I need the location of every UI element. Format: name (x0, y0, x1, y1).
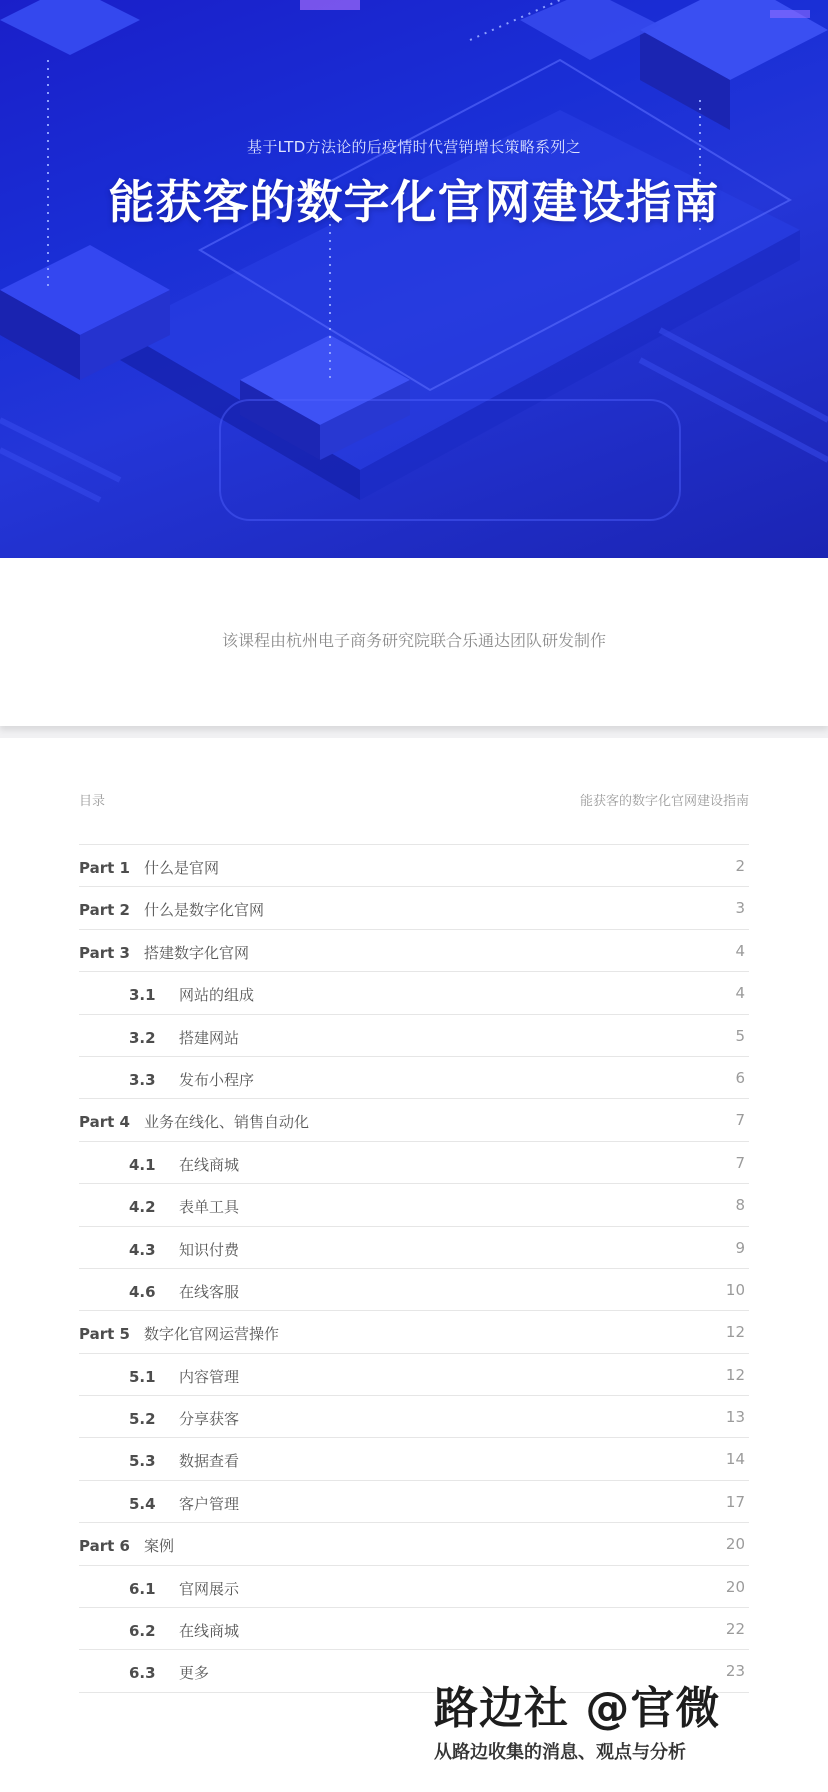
toc-entry-number: 4.2 (129, 1198, 156, 1217)
toc-entry-page: 9 (735, 1238, 745, 1257)
toc-entry-page: 17 (725, 1492, 745, 1511)
toc-entry-number: 5.1 (129, 1367, 156, 1386)
toc-entry-label (79, 899, 264, 920)
toc-entry-page: 13 (725, 1408, 745, 1427)
toc-entry-page: 6 (735, 1068, 745, 1087)
isometric-tech-illustration (0, 0, 828, 558)
toc-entry-label (79, 1535, 174, 1556)
toc-entry-number: 3.1 (129, 986, 156, 1005)
toc-entry-page: 20 (725, 1535, 745, 1554)
toc-section-row[interactable] (79, 1396, 749, 1438)
hero-subtitle: 基于LTD方法论的后疫情时代营销增长策略系列之 (247, 138, 581, 156)
toc-doc-title: 能获客的数字化官网建设指南 (579, 794, 749, 809)
toc-part-row[interactable] (79, 1523, 749, 1565)
toc-header (79, 790, 749, 810)
toc-entry-number: 4.1 (129, 1155, 156, 1174)
toc-entry-title: 案例 (143, 1537, 174, 1556)
toc-entry-title: 数据查看 (179, 1452, 240, 1471)
toc-entry-title: 在线商城 (179, 1155, 240, 1174)
intro-card (0, 558, 828, 726)
toc-entry-label (79, 857, 219, 878)
toc-entry-title: 发布小程序 (179, 1070, 255, 1089)
toc-entry-number: 4.3 (129, 1240, 156, 1259)
toc-section-row[interactable] (79, 1608, 749, 1650)
toc-entry-number: Part 3 (79, 943, 130, 962)
toc-section-row[interactable] (79, 1566, 749, 1608)
toc-section-row[interactable] (79, 972, 749, 1014)
toc-entry-number: 6.2 (129, 1622, 156, 1641)
toc-entry-page: 5 (735, 1026, 745, 1045)
toc-entry-page: 23 (725, 1662, 745, 1681)
toc-section-row[interactable] (79, 1481, 749, 1523)
watermark-sub: 从路边收集的消息、观点与分析 (434, 1742, 686, 1763)
toc-part-row[interactable] (79, 845, 749, 887)
toc-entry-number: Part 1 (79, 859, 130, 877)
toc-entry-title: 官网展示 (179, 1579, 240, 1598)
toc-section-row[interactable] (79, 1015, 749, 1057)
toc-entry-label (79, 1111, 309, 1132)
toc-entry-number: Part 4 (79, 1113, 130, 1132)
toc-entry-number: 6.3 (129, 1664, 156, 1683)
toc-entry-number: 3.2 (129, 1028, 156, 1047)
toc-entry-number: 3.3 (129, 1070, 156, 1089)
toc-entry-number: 5.3 (129, 1452, 156, 1471)
toc-entry-label (129, 1281, 239, 1302)
toc-entry-title: 数字化官网运营操作 (143, 1325, 279, 1344)
toc-entry-page: 7 (735, 1111, 745, 1130)
toc-entry-title: 在线客服 (179, 1282, 240, 1301)
toc-entry-title: 在线商城 (179, 1622, 240, 1641)
toc-entry-title: 网站的组成 (179, 986, 255, 1005)
toc-entry-label (129, 1408, 239, 1429)
toc-list (79, 844, 749, 1693)
watermark-main: 路边社 @官微 (434, 1683, 721, 1734)
toc-entry-label (129, 1154, 239, 1175)
toc-entry-label (79, 1323, 279, 1344)
toc-part-row[interactable] (79, 1311, 749, 1353)
intro-text: 该课程由杭州电子商务研究院联合乐通达团队研发制作 (221, 631, 606, 650)
toc-entry-label (129, 1493, 239, 1514)
toc-entry-number: 5.4 (129, 1494, 156, 1513)
toc-section-row[interactable] (79, 1142, 749, 1184)
toc-entry-title: 业务在线化、销售自动化 (143, 1113, 309, 1132)
toc-entry-page: 12 (725, 1323, 745, 1342)
toc-part-row[interactable] (79, 887, 749, 929)
hero-title: 能获客的数字化官网建设指南 (108, 175, 720, 229)
toc-entry-title: 什么是数字化官网 (143, 901, 264, 920)
toc-entry-number: Part 2 (79, 901, 130, 920)
toc-entry-label (129, 1239, 239, 1260)
toc-section-row[interactable] (79, 1438, 749, 1480)
toc-entry-title: 搭建数字化官网 (143, 943, 249, 962)
toc-entry-number: Part 5 (79, 1325, 130, 1344)
toc-entry-number: 5.2 (129, 1410, 156, 1429)
toc-entry-page: 8 (735, 1196, 745, 1215)
watermark (434, 1672, 764, 1764)
toc-entry-title: 客户管理 (179, 1494, 240, 1513)
toc-entry-label (129, 1027, 239, 1048)
toc-section-row[interactable] (79, 1354, 749, 1396)
toc-entry-label (79, 942, 249, 963)
toc-entry-number: Part 6 (79, 1537, 130, 1556)
toc-entry-label (129, 1450, 239, 1471)
toc-entry-label (129, 984, 254, 1005)
toc-entry-page: 12 (725, 1365, 745, 1384)
toc-entry-label (129, 1366, 239, 1387)
toc-part-row[interactable] (79, 1099, 749, 1141)
toc-entry-page: 14 (725, 1450, 745, 1469)
hero-banner (0, 0, 828, 558)
toc-entry-title: 什么是官网 (143, 859, 219, 877)
toc-entry-page: 4 (735, 941, 745, 960)
toc-part-row[interactable] (79, 930, 749, 972)
toc-entry-number: 4.6 (129, 1282, 156, 1301)
toc-entry-label (129, 1620, 239, 1641)
toc-section-row[interactable] (79, 1269, 749, 1311)
toc-section-row[interactable] (79, 1227, 749, 1269)
toc-entry-title: 分享获客 (179, 1410, 240, 1429)
toc-entry-title: 内容管理 (179, 1367, 240, 1386)
toc-entry-page: 2 (735, 857, 745, 875)
toc-entry-label (129, 1196, 239, 1217)
toc-entry-title: 知识付费 (179, 1240, 240, 1259)
toc-entry-page: 22 (725, 1620, 745, 1639)
toc-entry-label (129, 1069, 254, 1090)
toc-entry-label (129, 1578, 239, 1599)
toc-entry-title: 表单工具 (179, 1198, 240, 1217)
toc-entry-title: 搭建网站 (179, 1028, 240, 1047)
toc-entry-page: 10 (725, 1280, 745, 1299)
toc-entry-page: 4 (735, 984, 745, 1003)
toc-entry-label (129, 1662, 209, 1683)
toc-section-row[interactable] (79, 1057, 749, 1099)
toc-entry-page: 3 (735, 899, 745, 918)
toc-heading: 目录 (79, 794, 106, 809)
toc-entry-title: 更多 (179, 1664, 210, 1683)
toc-entry-number: 6.1 (129, 1579, 156, 1598)
toc-entry-page: 7 (735, 1153, 745, 1172)
toc-section-row[interactable] (79, 1184, 749, 1226)
toc-card (0, 738, 828, 1792)
toc-entry-page: 20 (725, 1577, 745, 1596)
